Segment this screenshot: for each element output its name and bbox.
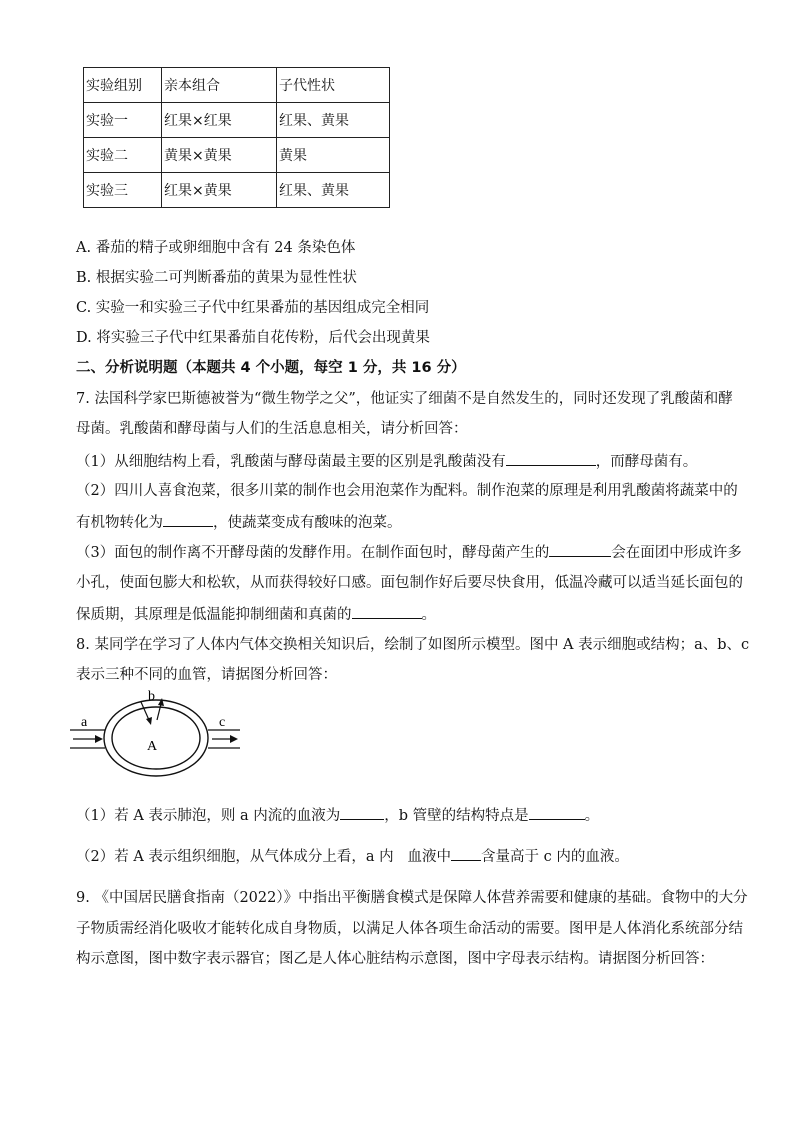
option-a: A. 番茄的精子或卵细胞中含有 24 条染色体: [76, 240, 356, 256]
q8-part2: [76, 846, 629, 867]
arrowhead-icon: [230, 735, 238, 743]
q7-part3-text2: 保质期，其原理是低温能抑制细菌和真菌的: [76, 607, 352, 623]
q7-part3-line3: [76, 604, 436, 625]
table-header-row: [84, 68, 390, 103]
table-header-cell: 亲本组合: [162, 68, 277, 103]
q8-stem-line2: 表示三种不同的血管，请据图分析回答：: [76, 667, 337, 683]
answer-blank[interactable]: [549, 542, 611, 557]
table-cell: 红果、黄果: [277, 103, 390, 138]
option-c: C. 实验一和实验三子代中红果番茄的基因组成完全相同: [76, 300, 430, 316]
table-row: [84, 138, 390, 173]
label-b: b: [148, 689, 155, 704]
q7-part1: [76, 451, 697, 472]
q7-stem-line2: 母菌。乳酸菌和酵母菌与人们的生活息息相关，请分析回答：: [76, 421, 468, 437]
option-b: B. 根据实验二可判断番茄的黄果为显性性状: [76, 270, 357, 286]
q8-part1-text-mid: ，b 管壁的结构特点是: [384, 808, 529, 824]
alveolus-vessel-diagram: [65, 680, 245, 780]
q7-part2-line1: （2）四川人喜食泡菜，很多川菜的制作也会用泡菜作为配料。制作泡菜的原理是利用乳酸菌将蔬菜中的: [76, 483, 738, 499]
q8-stem-line1: 8. 某同学在学习了人体内气体交换相关知识后，绘制了如图所示模型。图中 A 表示细胞或结构；a、b、c: [76, 637, 750, 653]
table-header-cell: 实验组别: [84, 68, 162, 103]
q8-part1-text: （1）若 A 表示肺泡，则 a 内流的血液为: [76, 808, 341, 824]
q7-part3-line2: 小孔，使面包膨大和松软，从而获得较好口感。面包制作好后要尽快食用，低温冷藏可以适当延长面包的: [76, 575, 743, 591]
q7-part1-text-end: ，而酵母菌有。: [595, 454, 698, 470]
arrow-down-icon: [141, 702, 149, 720]
label-A: A: [147, 739, 158, 754]
table-cell: 红果、黄果: [277, 173, 390, 208]
q7-part1-text: （1）从细胞结构上看，乳酸菌与酵母菌最主要的区别是乳酸菌没有: [76, 454, 506, 470]
table-cell: 黄果×黄果: [162, 138, 277, 173]
q7-part2-text: 有机物转化为: [76, 515, 163, 531]
answer-blank[interactable]: [451, 846, 481, 861]
alveolus-inner: [112, 707, 200, 769]
q7-part3-text: （3）面包的制作离不开酵母菌的发酵作用。在制作面包时，酵母菌产生的: [76, 545, 550, 561]
q8-part1-text-end: 。: [584, 808, 600, 824]
answer-blank[interactable]: [352, 604, 422, 619]
q9-line3: 构示意图，图中数字表示器官；图乙是人体心脏结构示意图，图中字母表示结构。请据图分析回答：: [76, 951, 714, 967]
answer-blank[interactable]: [529, 805, 585, 820]
table-cell: 实验一: [84, 103, 162, 138]
q7-part2-text-end: ，使蔬菜变成有酸味的泡菜。: [213, 515, 402, 531]
section-heading: 二、分析说明题（本题共 4 个小题，每空 1 分，共 16 分）: [76, 360, 466, 376]
table-row: [84, 103, 390, 138]
answer-blank[interactable]: [340, 805, 384, 820]
q7-part3-text2-end: 。: [421, 607, 436, 623]
arrowhead-icon: [146, 717, 152, 725]
q8-part1: [76, 805, 599, 826]
table-cell: 红果×红果: [162, 103, 277, 138]
q7-part3-line1: [76, 542, 742, 563]
table-cell: 黄果: [277, 138, 390, 173]
q8-part2-text-end: 含量高于 c 内的血液。: [481, 849, 629, 865]
q9-line2: 子物质需经消化吸收才能转化成自身物质，以满足人体各项生命活动的需要。图甲是人体消化系统部分结: [76, 921, 743, 937]
experiment-table: [83, 67, 390, 208]
table-cell: 红果×黄果: [162, 173, 277, 208]
table-cell: 实验二: [84, 138, 162, 173]
arrowhead-icon: [95, 735, 103, 743]
table-cell: 实验三: [84, 173, 162, 208]
capillary-outer: [104, 700, 208, 776]
q7-stem-line1: 7. 法国科学家巴斯德被誉为“微生物学之父”，他证实了细菌不是自然发生的，同时还发现了乳酸菌和酵: [76, 391, 733, 407]
label-c: c: [219, 715, 226, 730]
arrowhead-icon: [158, 698, 164, 706]
q7-part3-text-end: 会在面团中形成许多: [611, 545, 742, 561]
option-d: D. 将实验三子代中红果番茄自花传粉，后代会出现黄果: [76, 330, 430, 346]
q8-part2-text-mid: 血液中: [407, 849, 451, 865]
answer-blank[interactable]: [163, 512, 213, 527]
q9-line1: 9. 《中国居民膳食指南（2022）》中指出平衡膳食模式是保障人体营养需要和健康的基础。食物中的大分: [76, 890, 748, 906]
answer-blank[interactable]: [506, 451, 596, 466]
table-header-cell: 子代性状: [277, 68, 390, 103]
q8-part2-text: （2）若 A 表示组织细胞，从气体成分上看，a 内: [76, 849, 394, 865]
label-a: a: [81, 715, 88, 730]
table-row: [84, 173, 390, 208]
q7-part2-line2: [76, 512, 402, 533]
